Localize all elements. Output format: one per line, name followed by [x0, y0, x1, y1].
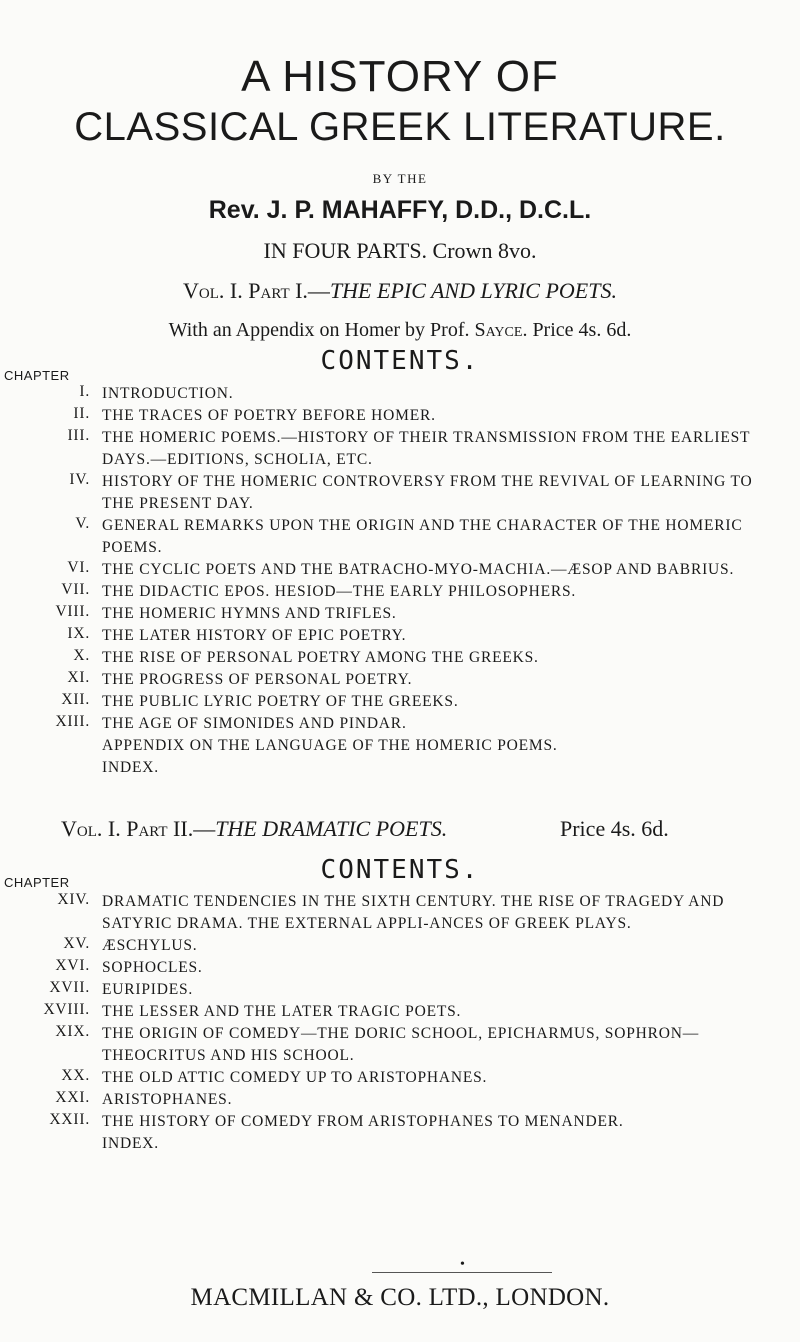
chapter-entry: [0, 603, 800, 625]
volume2-vol-label: Vol. I.: [61, 816, 121, 841]
volume2-heading: [61, 816, 447, 842]
chapter-title: THE OLD ATTIC COMEDY UP TO ARISTOPHANES.: [102, 1069, 488, 1086]
chapter-entry: [0, 1067, 800, 1089]
chapter-title: INTRODUCTION.: [102, 385, 234, 402]
volume1-part-title: THE EPIC AND LYRIC POETS.: [329, 278, 617, 303]
chapter-number: X.: [73, 647, 90, 664]
parts-info: IN FOUR PARTS. Crown 8vo.: [263, 238, 537, 263]
chapter-entry: [0, 713, 800, 735]
chapter-entry: [0, 647, 800, 669]
chapter-entry: [0, 581, 800, 603]
volume2-part-label: Part II.—: [126, 816, 216, 841]
chapter-entry: [0, 1133, 800, 1155]
volume2-chapter-list: [0, 891, 800, 1155]
volume2-part-title: THE DRAMATIC POETS.: [215, 816, 448, 841]
chapter-number: II.: [73, 405, 90, 422]
chapter-entry: [0, 735, 800, 757]
chapter-number: IV.: [69, 471, 90, 488]
appendix-author: Sayce: [474, 319, 523, 341]
chapter-entry: [0, 891, 800, 935]
volume1-part-label: Part I.—: [248, 278, 330, 303]
chapter-number: XVII.: [49, 979, 90, 996]
chapter-title: THE TRACES OF POETRY BEFORE HOMER.: [102, 407, 436, 424]
chapter-number: XXI.: [55, 1089, 90, 1106]
chapter-entry: [0, 1111, 800, 1133]
volume1-heading: [0, 278, 800, 304]
chapter-entry: [0, 383, 800, 405]
chapter-number: XXII.: [49, 1111, 90, 1128]
appendix-prefix: With an Appendix on Homer by Prof.: [168, 319, 470, 341]
chapter-entry: [0, 691, 800, 713]
chapter-entry: [0, 1001, 800, 1023]
chapter-number: XVI.: [55, 957, 90, 974]
chapter-number: XV.: [63, 935, 90, 952]
chapter-title: THE HOMERIC POEMS.—HISTORY OF THEIR TRANSMISSION FROM THE EARLIEST DAYS.—EDITIONS, SCHOLIA, ETC.: [102, 429, 751, 468]
chapter-number: XIII.: [55, 713, 90, 730]
chapter-title: THE LESSER AND THE LATER TRAGIC POETS.: [102, 1003, 462, 1020]
chapter-number: VII.: [61, 581, 90, 598]
chapter-title: THE AGE OF SIMONIDES AND PINDAR.: [102, 715, 407, 732]
chapter-number: XVIII.: [43, 1001, 90, 1018]
volume2-contents-heading: CONTENTS.: [320, 855, 480, 885]
chapter-number: III.: [67, 427, 90, 444]
title-line-1: A HISTORY OF: [241, 52, 559, 101]
chapter-number: V.: [75, 515, 90, 532]
chapter-entry: [0, 625, 800, 647]
chapter-title: HISTORY OF THE HOMERIC CONTROVERSY FROM THE REVIVAL OF LEARNING TO THE PRESENT DAY.: [102, 473, 753, 512]
by-line: BY THE: [372, 171, 428, 186]
volume1-chapter-list: [0, 383, 800, 779]
chapter-entry: [0, 957, 800, 979]
chapter-number: IX.: [67, 625, 90, 642]
chapter-entry: [0, 515, 800, 559]
chapter-number: I.: [79, 383, 90, 400]
chapter-entry: [0, 1089, 800, 1111]
chapter-entry: [0, 405, 800, 427]
chapter-title: THE PROGRESS OF PERSONAL POETRY.: [102, 671, 413, 688]
chapter-title: ÆSCHYLUS.: [102, 937, 198, 954]
publisher-imprint: MACMILLAN & CO. LTD., LONDON.: [190, 1284, 610, 1311]
chapter-title: THE LATER HISTORY OF EPIC POETRY.: [102, 627, 407, 644]
footer-rule: [372, 1272, 552, 1273]
chapter-title: EURIPIDES.: [102, 981, 194, 998]
chapter-number: XX.: [61, 1067, 90, 1084]
chapter-number: VIII.: [55, 603, 90, 620]
chapter-entry: [0, 471, 800, 515]
chapter-title: GENERAL REMARKS UPON THE ORIGIN AND THE CHARACTER OF THE HOMERIC POEMS.: [102, 517, 743, 556]
chapter-title: INDEX.: [102, 759, 159, 776]
chapter-number: XI.: [67, 669, 90, 686]
ornament-dot: •: [460, 1257, 465, 1272]
chapter-entry: [0, 1023, 800, 1067]
volume2-chapter-label: CHAPTER: [4, 875, 70, 890]
chapter-title: APPENDIX ON THE LANGUAGE OF THE HOMERIC POEMS.: [102, 737, 558, 754]
chapter-title: THE CYCLIC POETS AND THE BATRACHO-MYO-MACHIA.—ÆSOP AND BABRIUS.: [102, 561, 735, 578]
chapter-title: SOPHOCLES.: [102, 959, 203, 976]
chapter-title: THE HOMERIC HYMNS AND TRIFLES.: [102, 605, 397, 622]
chapter-number: XIV.: [57, 891, 90, 908]
title-line-2: CLASSICAL GREEK LITERATURE.: [74, 105, 726, 149]
chapter-title: INDEX.: [102, 1135, 159, 1152]
chapter-title: THE PUBLIC LYRIC POETRY OF THE GREEKS.: [102, 693, 459, 710]
volume1-appendix-line: [0, 319, 800, 342]
chapter-entry: [0, 935, 800, 957]
chapter-title: THE ORIGIN OF COMEDY—THE DORIC SCHOOL, EPICHARMUS, SOPHRON—THEOCRITUS AND HIS SCHOOL.: [102, 1025, 700, 1064]
chapter-number: XIX.: [55, 1023, 90, 1040]
chapter-title: THE HISTORY OF COMEDY FROM ARISTOPHANES TO MENANDER.: [102, 1113, 624, 1130]
volume1-price: . Price 4s. 6d.: [522, 319, 632, 341]
chapter-title: DRAMATIC TENDENCIES IN THE SIXTH CENTURY. THE RISE OF TRAGEDY AND SATYRIC DRAMA. THE EXTERNAL APPLI-ANCES OF GREEK PLAYS.: [102, 893, 725, 932]
chapter-title: ARISTOPHANES.: [102, 1091, 233, 1108]
chapter-entry: [0, 559, 800, 581]
volume1-contents-heading: CONTENTS.: [320, 346, 480, 376]
chapter-title: THE RISE OF PERSONAL POETRY AMONG THE GREEKS.: [102, 649, 539, 666]
chapter-title: THE DIDACTIC EPOS. HESIOD—THE EARLY PHILOSOPHERS.: [102, 583, 577, 600]
chapter-entry: [0, 669, 800, 691]
volume2-price: Price 4s. 6d.: [560, 816, 669, 841]
chapter-entry: [0, 979, 800, 1001]
author-name: Rev. J. P. MAHAFFY, D.D., D.C.L.: [208, 196, 592, 224]
chapter-number: VI.: [67, 559, 90, 576]
volume1-vol-label: Vol. I.: [183, 278, 243, 303]
volume1-chapter-label: CHAPTER: [4, 368, 70, 383]
chapter-entry: [0, 757, 800, 779]
chapter-number: XII.: [61, 691, 90, 708]
chapter-entry: [0, 427, 800, 471]
